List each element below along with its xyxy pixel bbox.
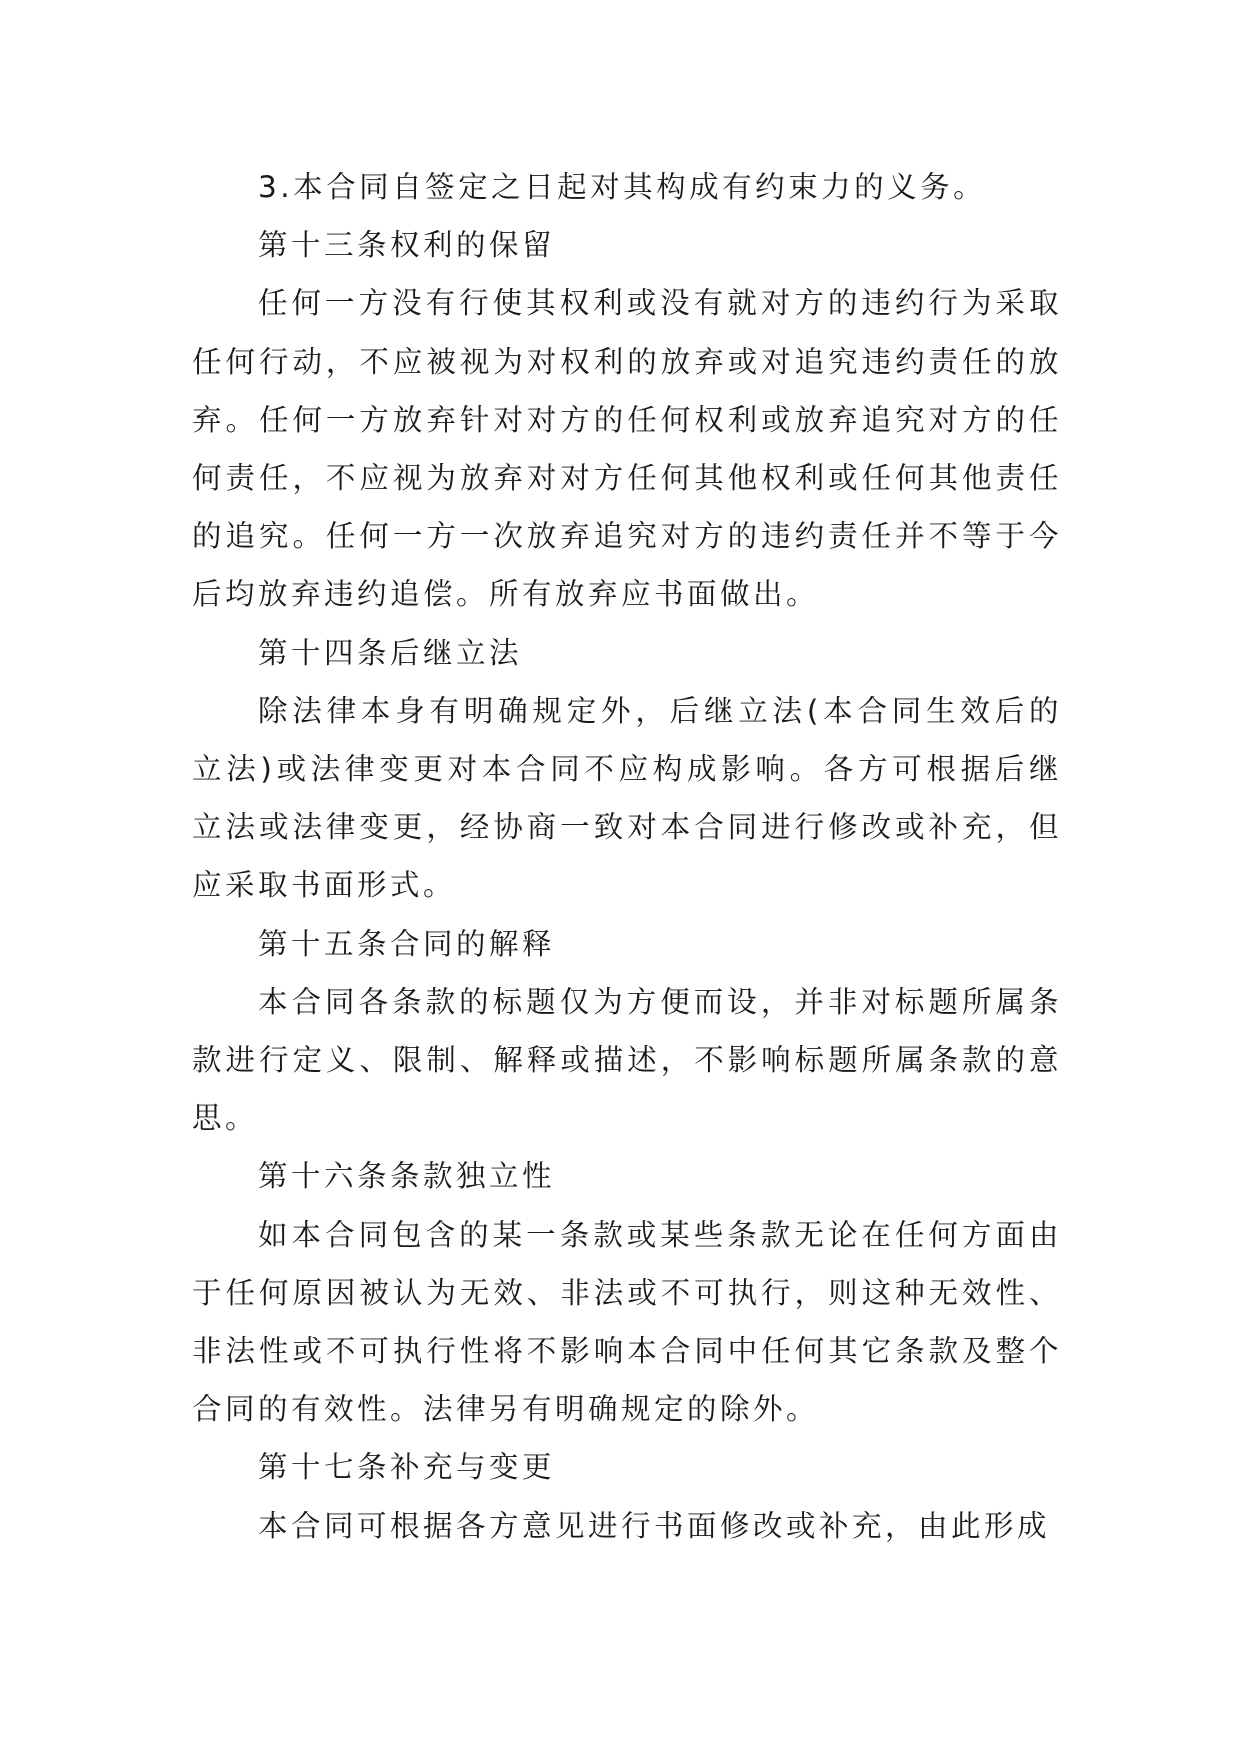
clause-14-heading: 第十四条后继立法 xyxy=(258,635,523,670)
clause-17-body: 本合同可根据各方意见进行书面修改或补充，由此形成 xyxy=(258,1508,1051,1543)
clause-15-body: 本合同各条款的标题仅为方便而设，并非对标题所属条款进行定义、限制、解释或描述，不影响标题所属条款的意思。 xyxy=(192,984,1062,1136)
clause-16-body: 如本合同包含的某一条款或某些条款无论在任何方面由于任何原因被认为无效、非法或不可执行，则这种无效性、非法性或不可执行性将不影响本合同中任何其它条款及整个合同的有效性。法律另有明确规定的除外。 xyxy=(192,1217,1062,1427)
clause-15-heading: 第十五条合同的解释 xyxy=(258,926,556,961)
clause-17-heading: 第十七条补充与变更 xyxy=(258,1450,556,1485)
clause-16-heading: 第十六条条款独立性 xyxy=(258,1159,556,1194)
clause-13-heading: 第十三条权利的保留 xyxy=(258,228,556,263)
document-body xyxy=(192,158,1062,1555)
clause-14-body: 除法律本身有明确规定外，后继立法(本合同生效后的立法)或法律变更对本合同不应构成影响。各方可根据后继立法或法律变更，经协商一致对本合同进行修改或补充，但应采取书面形式。 xyxy=(192,693,1062,903)
clause-12-item-3: 3.本合同自签定之日起对其构成有约束力的义务。 xyxy=(258,170,987,204)
clause-13-body: 任何一方没有行使其权利或没有就对方的违约行为采取任何行动，不应被视为对权利的放弃或对追究违约责任的放弃。任何一方放弃针对对方的任何权利或放弃追究对方的任何责任，不应视为放弃对对方任何其他权利或任何其他责任的追究。任何一方一次放弃追究对方的违约责任并不等于今后均放弃违约追偿。所有放弃应书面做出。 xyxy=(192,286,1062,612)
